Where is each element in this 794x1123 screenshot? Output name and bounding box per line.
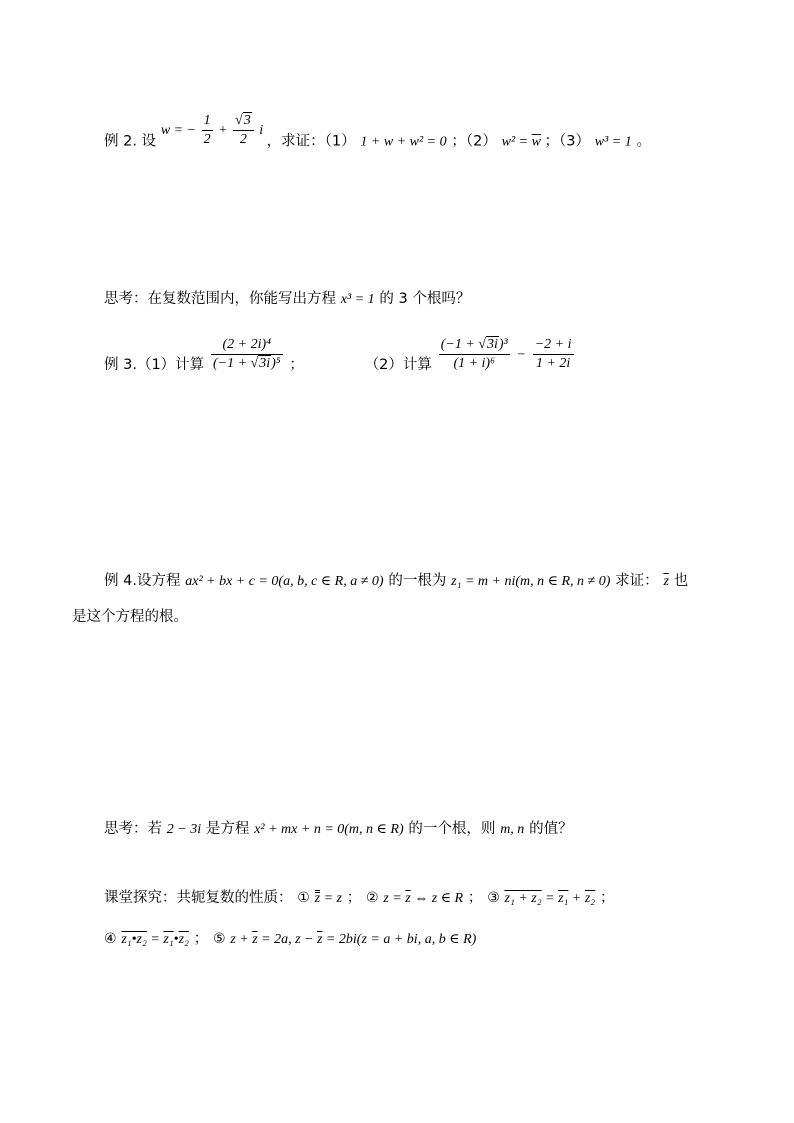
example-4: 例 4.设方程 ax² + bx + c = 0(a, b, c ∈ R, a ≠ 0) 的一根为 z₁ = m + ni(m, n ∈ R, n ≠ 0) 求证： $\overline{z}$ 也	[104, 573, 689, 589]
ex2-sep2: ；（2）	[451, 133, 497, 150]
example-4-line-2: 是这个方程的根。	[72, 609, 188, 625]
ex2-prefix: 例 2. 设	[104, 133, 157, 150]
explore-line-2: ④ z₁•z₂ = z₁•z₂ ； ⑤ $z + \overline{z} = 2a$, $z - \overline{z} = 2bi(z = a$ + bi, a, b ∈ R)	[104, 931, 477, 947]
think-1: 思考：在复数范围内，你能写出方程 x³ = 1 的 3 个根吗？	[104, 291, 471, 307]
property-3: z₁ + z₂ = z₁ + z₂	[504, 891, 596, 906]
think1-eq: x³ = 1	[340, 292, 375, 307]
ex2-expr2: $w^2 = \overline{w}$	[501, 134, 541, 150]
ex2-expr3: w³ = 1	[594, 134, 632, 150]
property-5: $z + \overline{z} = 2a$, $z - \overline{z} = 2bi(z = a$ + bi, a, b ∈ R)	[230, 932, 477, 947]
explore-line-1: 课堂探究：共轭复数的性质： ① z = z ； ② $z = \overline{z}$ ⇔ z ∈ R ； ③ z₁ + z₂ = z₁ + z₂ ；	[104, 887, 614, 909]
ex3-fraction-3: $\frac{-2 + i}{1 + 2i}$	[534, 337, 572, 371]
property-4: z₁•z₂ = z₁•z₂	[121, 932, 189, 947]
ex4-equation: ax² + bx + c = 0(a, b, c ∈ R, a ≠ 0)	[185, 574, 384, 589]
ex3-fraction-2: $\frac{\text{(−1 + √3i)³}}{\text{(1 + i)⁶}}$	[440, 337, 508, 371]
ex4-zbar: $\overline{z}$	[663, 574, 669, 589]
ex2-half-frac: $\frac{1}{2}$	[203, 113, 211, 147]
property-2: $z = \overline{z}$ ⇔ z ∈ R	[383, 891, 464, 906]
ex3-prefix: 例 3.（1）计算	[104, 356, 205, 373]
ex3-part2: （2）计算	[364, 356, 432, 373]
ex2-expr1: 1 + w + w² = 0	[360, 134, 447, 150]
ex4-root: z₁ = m + ni(m, n ∈ R, n ≠ 0)	[451, 574, 611, 589]
ex2-end: 。	[636, 133, 651, 150]
ex2-sqrt3-frac: $\frac{√3}{2}$	[233, 112, 254, 149]
think-2: 思考：若 2 − 3i 是方程 x² + mx + n = 0(m, n ∈ R) 的一个根，则 m, n 的值？	[104, 821, 573, 837]
ex2-mid: ，求证：（1）	[266, 133, 356, 150]
ex3-fraction-1: $\frac{\text{(2 + 2i)⁴}}{\text{(−1 + √3i)⁵}}$	[212, 337, 281, 371]
think2-equation: x² + mx + n = 0(m, n ∈ R)	[254, 822, 404, 837]
think2-vars: m, n	[500, 822, 525, 837]
ex2-w-def: w = − $\frac{1}{2}$ + $\frac{√3}{2}$ i	[160, 113, 264, 147]
example-2	[104, 113, 651, 161]
property-1: z = z	[315, 891, 342, 906]
think2-root: 2 − 3i	[166, 822, 202, 837]
ex2-sep3: ；（3）	[544, 133, 590, 150]
example-3: 例 3.（1）计算 $\frac{\text{(2 + 2i)⁴}}{\text{(−1 + √3i)⁵}}$ ； （2）计算 $\frac{\text{(−1 + √3i)³}}{\text{(1 + i)⁶}}$ − $\frac{-2 + i}{1 + 2i}$	[104, 337, 572, 373]
